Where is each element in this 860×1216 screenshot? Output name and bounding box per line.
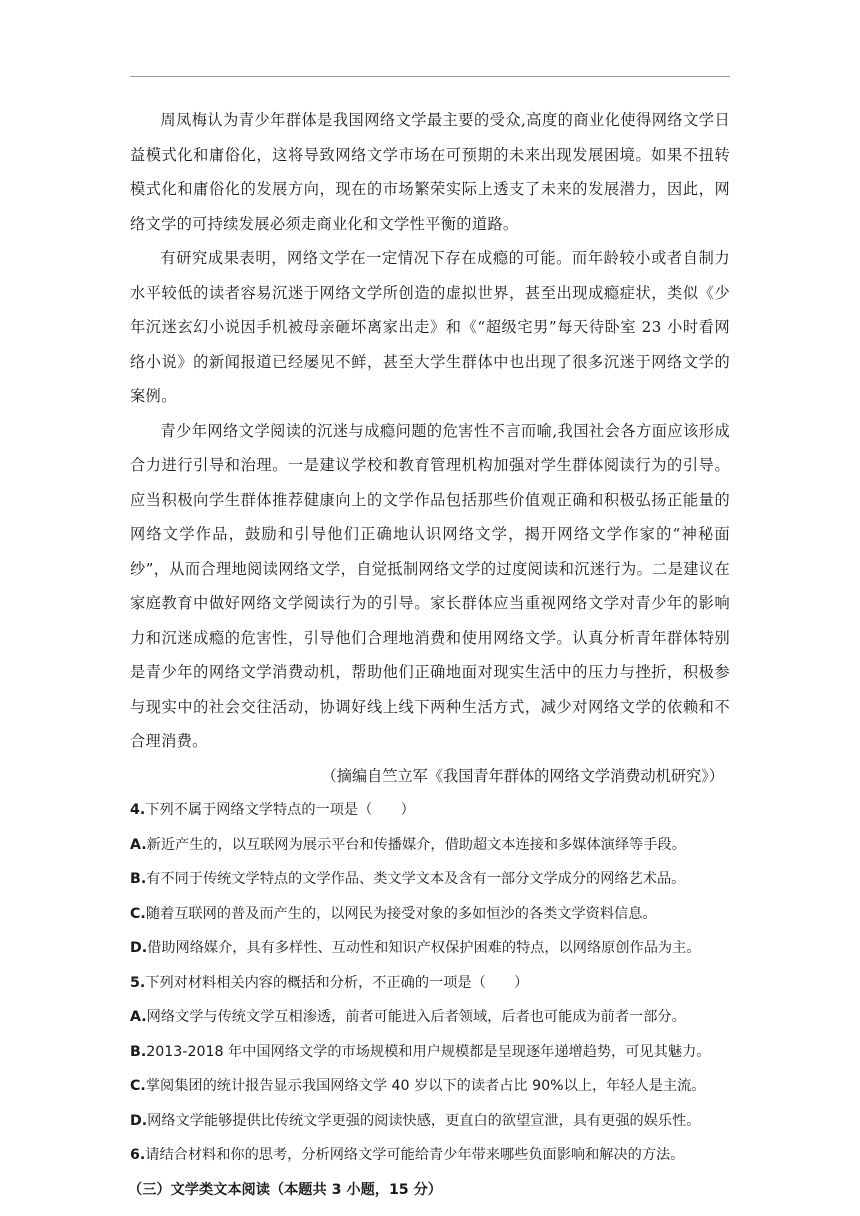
question-5 <box>130 966 730 1139</box>
option-c <box>130 1069 730 1104</box>
option-text: 随着互联网的普及而产生的，以网民为接受对象的多如恒沙的各类文学资料信息。 <box>145 905 657 922</box>
option-key: B. <box>130 1043 147 1060</box>
passage-paragraph-2: 有研究成果表明，网络文学在一定情况下存在成瘾的可能。而年龄较小或者自制力水平较低的读者容易沉迷于网络文学所创造的虚拟世界，甚至出现成瘾症状，类似《少年沉迷玄幻小说因手机被母亲砸坏离家出走》和《“超级宅男”每天待卧室 23 小时看网络小说》的新闻报道已经屡见不鲜，甚至大学生群体中也出现了很多沉迷于网络文学的案例。 <box>130 249 730 405</box>
question-number: 4. <box>130 802 146 818</box>
option-key: A. <box>130 1009 147 1025</box>
passage-source: （摘编自竺立军《我国青年群体的网络文学消费动机研究》） <box>321 766 724 785</box>
option-key: D. <box>130 1112 148 1129</box>
question-stem <box>130 966 730 1001</box>
option-text: 网络文学能够提供比传统文学更强的阅读快感，更直白的欲望宣泄，具有更强的娱乐性。 <box>147 1112 701 1129</box>
option-text: 2013-2018 年中国网络文学的市场规模和用户规模都是呈现逐年递增趋势，可见其魅力。 <box>146 1043 711 1060</box>
passage-paragraph-1: 周凤梅认为青少年群体是我国网络文学最主要的受众,高度的商业化使得网络文学日益模式化和庸俗化，这将导致网络文学市场在可预期的未来出现发展困境。如果不扭转模式化和庸俗化的发展方向，现在的市场繁荣实际上透支了未来的发展潜力，因此，网络文学的可持续发展必须走商业化和文学性平衡的道路。 <box>130 111 730 233</box>
option-key: B. <box>130 871 147 887</box>
option-text: 有不同于传统文学特点的文学作品、类文学文本及含有一部分文学成分的网络艺术品。 <box>146 871 686 887</box>
option-c <box>130 897 730 932</box>
option-text: 掌阅集团的统计报告显示我国网络文学 40 岁以下的读者占比 90%以上，年轻人是主流。 <box>145 1078 706 1094</box>
question-number: 6. <box>130 1147 146 1163</box>
document-content <box>130 103 730 1207</box>
option-a <box>130 828 730 863</box>
option-key: A. <box>130 836 147 853</box>
option-b <box>130 1035 730 1070</box>
question-text: 请结合材料和你的思考，分析网络文学可能给青少年带来哪些负面影响和解决的方法。 <box>145 1147 685 1163</box>
option-d <box>130 1104 730 1139</box>
question-text: 下列不属于网络文学特点的一项是（ ） <box>145 802 415 818</box>
option-d <box>130 931 730 966</box>
option-text: 网络文学与传统文学互相渗透，前者可能进入后者领域，后者也可能成为前者一部分。 <box>146 1009 686 1025</box>
section-heading: （三）文学类文本阅读（本题共 3 小题，15 分） <box>128 1181 442 1198</box>
question-4 <box>130 793 730 966</box>
question-number: 5. <box>130 974 146 991</box>
header-rule <box>130 76 730 77</box>
option-a <box>130 1000 730 1035</box>
passage-paragraph-3: 青少年网络文学阅读的沉迷与成瘾问题的危害性不言而喻,我国社会各方面应该形成合力进行引导和治理。一是建议学校和教育管理机构加强对学生群体阅读行为的引导。应当积极向学生群体推荐健康向上的文学作品包括那些价值观正确和积极弘扬正能量的网络文学作品，鼓励和引导他们正确地认识网络文学，揭开网络文学作家的“神秘面纱”，从而合理地阅读网络文学，自觉抵制网络文学的过度阅读和沉迷行为。二是建议在家庭教育中做好网络文学阅读行为的引导。家长群体应当重视网络文学对青少年的影响力和沉迷成瘾的危害性，引导他们合理地消费和使用网络文学。认真分析青年群体特别是青少年的网络文学消费动机，帮助他们正确地面对现实生活中的压力与挫折，积极参与现实中的社会交往活动，协调好线上线下两种生活方式，减少对网络文学的依赖和不合理消费。 <box>130 421 730 750</box>
option-text: 新近产生的，以互联网为展示平台和传播媒介，借助超文本连接和多媒体演绎等手段。 <box>146 836 686 853</box>
option-key: D. <box>130 940 148 956</box>
question-6 <box>130 1138 730 1173</box>
option-text: 借助网络媒介，具有多样性、互动性和知识产权保护困难的特点，以网络原创作品为主。 <box>147 940 701 956</box>
question-text: 下列对材料相关内容的概括和分析，不正确的一项是（ ） <box>145 974 529 991</box>
option-key: C. <box>130 905 146 922</box>
option-key: C. <box>130 1078 146 1094</box>
question-stem <box>130 793 730 828</box>
option-b <box>130 862 730 897</box>
question-stem <box>130 1138 730 1173</box>
